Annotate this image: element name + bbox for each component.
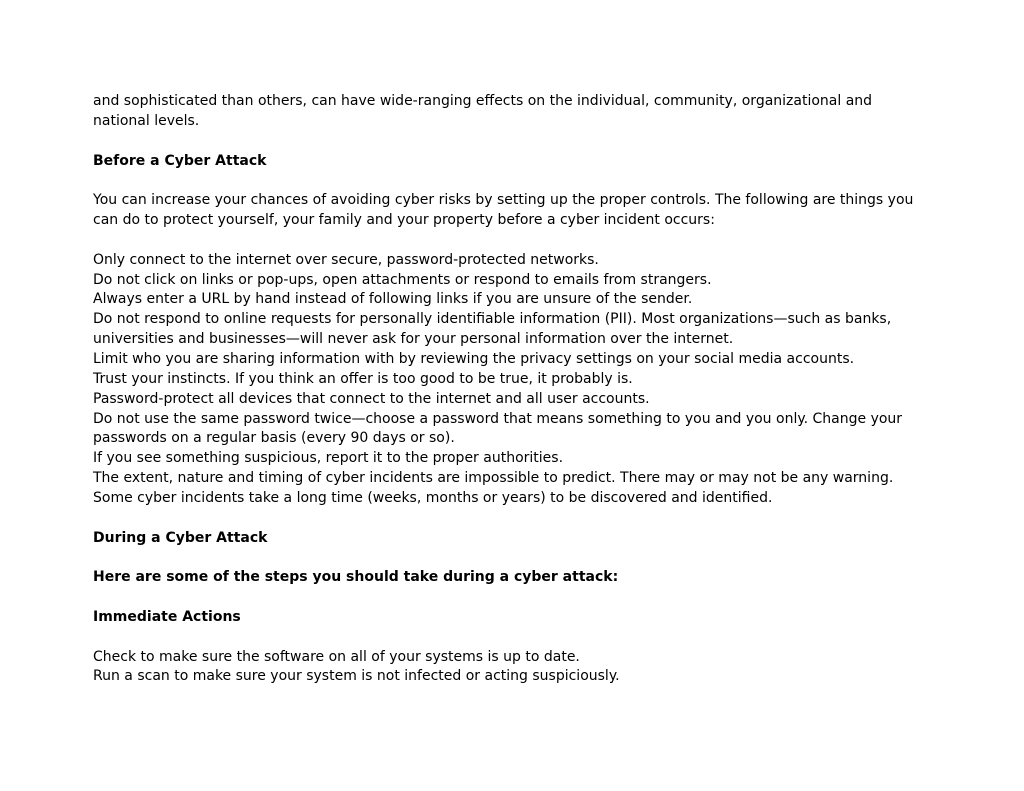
list-item: Do not use the same password twice—choose a password that means something to you and you only. Change your passwords on a regular basis (every 90 days or so). [93,410,903,447]
spacer [93,132,933,152]
document-page [93,92,933,687]
spacer [93,509,933,529]
list-item: Limit who you are sharing information with by reviewing the privacy settings on your social media accounts. [93,350,855,367]
during-attack-heading: During a Cyber Attack [93,529,268,546]
before-attack-intro: You can increase your chances of avoiding cyber risks by setting up the proper controls. The following are things you can do to protect yourself, your family and your property before a cyber incident occurs: [93,192,914,229]
during-attack-subheading: Here are some of the steps you should take during a cyber attack: [93,569,619,586]
list-item: The extent, nature and timing of cyber incidents are impossible to predict. There may or may not be any warning. Some cyber incidents take a long time (weeks, months or years) to be discovered and identified. [93,470,894,506]
list-item: Run a scan to make sure your system is not infected or acting suspiciously. [93,668,620,685]
list-item: Always enter a URL by hand instead of following links if you are unsure of the sender. [93,291,693,308]
immediate-actions-heading: Immediate Actions [93,608,241,625]
list-item: Do not respond to online requests for personally identifiable information (PII). Most organizations—such as banks, universities and businesses—will never ask for your personal information over the internet. [93,311,892,348]
immediate-actions-list [93,648,933,688]
spacer [93,628,933,648]
spacer [93,171,933,191]
list-item: If you see something suspicious, report it to the proper authorities. [93,450,564,467]
list-item: Password-protect all devices that connect to the internet and all user accounts. [93,390,650,407]
spacer [93,231,933,251]
intro-continuation: and sophisticated than others, can have wide-ranging effects on the individual, community, organizational and national levels. [93,93,873,129]
before-attack-heading: Before a Cyber Attack [93,152,267,169]
spacer [93,548,933,568]
list-item: Only connect to the internet over secure, password-protected networks. [93,251,599,268]
list-item: Check to make sure the software on all of your systems is up to date. [93,648,580,665]
before-attack-list [93,251,933,509]
list-item: Trust your instincts. If you think an offer is too good to be true, it probably is. [93,370,633,387]
list-item: Do not click on links or pop-ups, open attachments or respond to emails from strangers. [93,271,712,288]
spacer [93,588,933,608]
